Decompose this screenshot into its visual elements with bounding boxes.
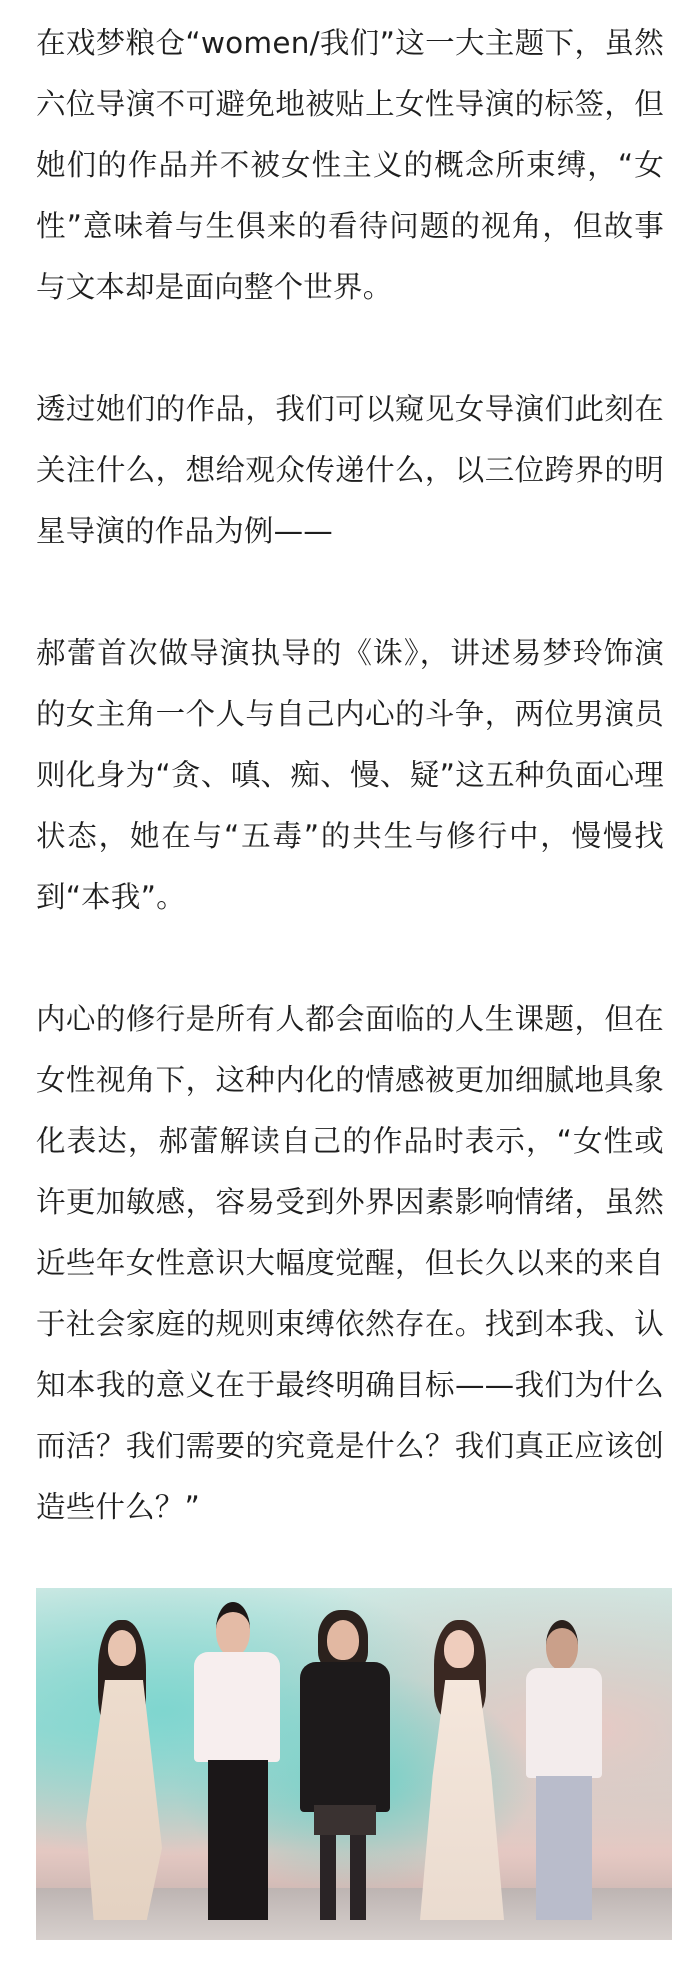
paragraph-quote: 内心的修行是所有人都会面临的人生课题，但在女性视角下，这种内化的情感被更加细腻地具象化表达，郝蕾解读自己的作品时表示，“女性或许更加敏感，容易受到外界因素影响情绪，虽然近些年女性意识大幅度觉醒，但长久以来的来自于社会家庭的规则束缚依然存在。找到本我、认知本我的意义在于最终明确目标——我们为什么而活？我们需要的究竟是什么？我们真正应该创造些什么？” — [36, 1002, 664, 1524]
paragraph-works: 透过她们的作品，我们可以窥见女导演们此刻在关注什么，想给观众传递什么，以三位跨界的明星导演的作品为例—— — [36, 392, 664, 548]
person-1 — [78, 1620, 168, 1920]
person-4 — [414, 1620, 510, 1920]
paragraph-intro: 在戏梦粮仓“women/我们”这一大主题下，虽然六位导演不可避免地被贴上女性导演的标签，但她们的作品并不被女性主义的概念所束缚，“女性”意味着与生俱来的看待问题的视角，但故事与文本却是面向整个世界。 — [36, 26, 664, 304]
person-2 — [186, 1602, 286, 1920]
article-body — [36, 13, 664, 1599]
person-5 — [522, 1620, 606, 1920]
stage-photo — [36, 1588, 672, 1940]
person-3 — [294, 1610, 394, 1920]
paragraph-zhu: 郝蕾首次做导演执导的《诛》，讲述易梦玲饰演的女主角一个人与自己内心的斗争，两位男演员则化身为“贪、嗔、痴、慢、疑”这五种负面心理状态，她在与“五毒”的共生与修行中，慢慢找到“本我”。 — [36, 636, 664, 914]
